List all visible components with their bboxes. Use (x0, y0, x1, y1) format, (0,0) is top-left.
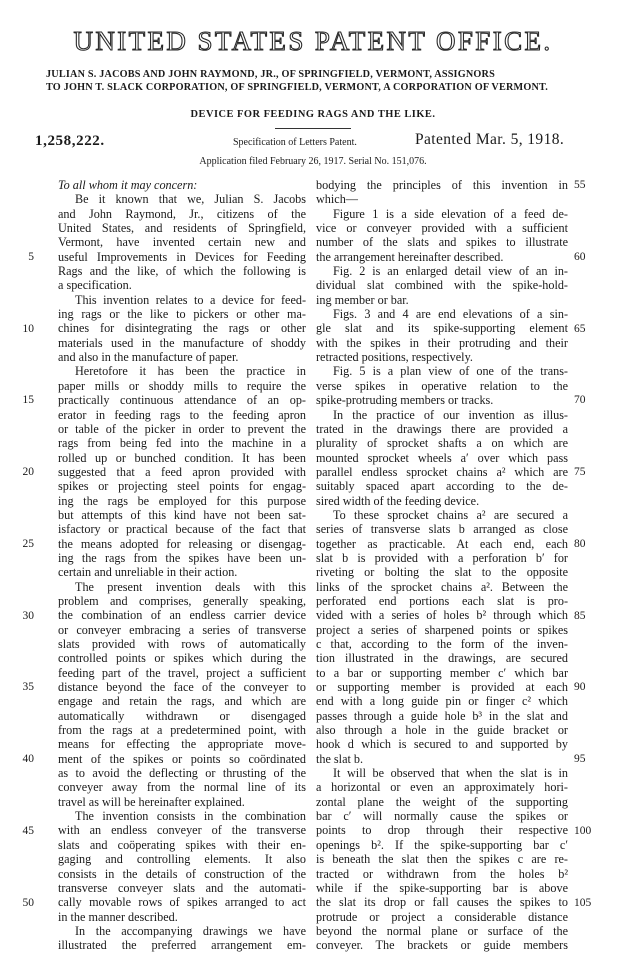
text-line: but attempts of this kind have not been sat- (58, 507, 306, 522)
text-line: project a series of sharpened points or spikes (316, 622, 568, 637)
text-line: or supporting member is provided at each (316, 680, 568, 695)
text-line: slats and coöperating spikes with their en- (58, 837, 306, 852)
text-line: in the manner described. (58, 909, 178, 924)
text-line: materials used in the manufacture of shoddy (58, 335, 306, 350)
text-line: together as practicable. At each end, each (316, 536, 568, 551)
text-line: slat b is provided with a perforation b′ for (316, 550, 568, 565)
line-number: 25 (22, 537, 34, 550)
text-line: from the rags at a predetermined point, with (58, 723, 306, 738)
text-line: protrude or project a considerable distance (316, 909, 568, 924)
line-number: 20 (22, 466, 34, 478)
text-line: c that, according to the form of the inven- (316, 637, 568, 651)
text-line: To these sprocket chains a² are secured a (333, 507, 568, 522)
text-line: Fig. 2 is an enlarged detail view of an in- (333, 264, 568, 279)
line-number: 50 (22, 896, 34, 909)
line-number: 75 (574, 466, 586, 478)
text-line: rolled up or bunched condition. It has been (58, 450, 306, 465)
left-text-column (58, 178, 306, 953)
text-line: Figs. 3 and 4 are end elevations of a sin- (333, 307, 568, 322)
assignors-line-1: JULIAN S. JACOBS AND JOHN RAYMOND, JR., OF SPRINGFIELD, VERMONT, ASSIGNORS (46, 69, 495, 80)
text-line: ing member or bar. (316, 292, 409, 307)
text-line: passes through a guide hole b³ in the slat and (316, 708, 568, 723)
text-line: Rags and the like, of which the following is (58, 264, 306, 279)
line-number: 10 (22, 322, 34, 335)
text-line: slats provided with rows of automatically (58, 637, 306, 651)
text-line: ing the rags from the spikes have been un- (58, 550, 306, 565)
text-line: Figure 1 is a side elevation of a feed de- (333, 206, 568, 221)
line-number: 95 (574, 753, 586, 765)
text-line: distance beyond the face of the conveyer to (58, 680, 306, 695)
text-line: trated in the drawings there are provided a (316, 421, 568, 436)
text-line: gle slat and its spike-supporting element (316, 321, 568, 336)
text-line: verse spikes in operative relation to the (316, 378, 568, 393)
line-number: 85 (574, 609, 586, 622)
line-number: 5 (28, 250, 34, 263)
line-number: 80 (574, 537, 586, 550)
text-line: feeding part of the travel, project a sufficient (58, 665, 306, 680)
text-line: conveyer. The brackets or guide members (316, 938, 568, 953)
text-line: links of the sprocket chains a². Between the (316, 579, 568, 594)
assignors-block (46, 68, 576, 95)
text-line: and John Raymond, Jr., citizens of the (58, 206, 306, 221)
text-line: series of transverse slats b arranged as close (316, 522, 568, 537)
text-line: spike-protruding members or tracks. (316, 393, 494, 408)
line-number: 45 (22, 824, 34, 837)
text-line: the slat b. (316, 751, 364, 766)
text-line: while if the spike-supporting bar is above (316, 880, 568, 895)
line-number: 55 (574, 179, 586, 191)
text-line: vided with a series of holes b² through which (316, 608, 568, 623)
text-line: tion illustrated in the drawings, are secured (316, 651, 568, 666)
text-line: engage and retain the rags, and which are (58, 694, 306, 709)
patented-date: Patented Mar. 5, 1918. (415, 131, 565, 148)
text-line: The present invention deals with this (75, 579, 306, 594)
title-rule (275, 128, 351, 129)
line-number: 60 (574, 250, 586, 263)
text-line: points to drop through their respective (316, 823, 568, 838)
text-line: illustrated the preferred arrangement em- (58, 938, 306, 953)
text-line: United States, and residents of Springfield, (58, 221, 306, 236)
right-text-column (316, 178, 568, 953)
text-line: which— (316, 192, 358, 207)
assignors-rest: TO JOHN T. SLACK CORPORATION, OF SPRINGFIELD, VERMONT, A CORPORATION OF VERMONT. (46, 82, 549, 94)
text-line: to a bar or supporting member c′ which bar (316, 665, 568, 680)
text-line: paper mills or shoddy mills to require the (58, 378, 306, 393)
line-number: 70 (574, 394, 586, 407)
text-line: retracted positions, respectively. (316, 350, 473, 365)
text-line: transverse conveyer slats and the automati- (58, 880, 306, 895)
text-line: To all whom it may concern: (58, 178, 198, 192)
text-line: zontal plane the weight of the supporting (316, 794, 568, 809)
text-line: ing the rags be employed for this purpose (58, 493, 306, 508)
line-number: 35 (22, 681, 34, 694)
text-line: bodying the principles of this invention in (316, 178, 568, 192)
text-line: beyond the normal plane or surface of the (316, 923, 568, 938)
text-line: isfactory or practical because of the fact that (58, 522, 306, 537)
text-line: the means adopted for releasing or disengag- (58, 536, 306, 551)
line-number: 90 (574, 681, 586, 694)
device-title: DEVICE FOR FEEDING RAGS AND THE LIKE. (190, 109, 436, 120)
text-line: Fig. 5 is a plan view of one of the trans- (333, 364, 568, 379)
text-line: riveting or bolting the slat to the opposite (316, 565, 568, 580)
text-line: rags from being fed into the machine in a (58, 436, 306, 451)
text-line: vice or conveyer provided with a sufficient (316, 221, 568, 236)
text-line: with the spikes in their protruding and their (316, 335, 568, 350)
text-line: practically continuous attendance of an op- (58, 393, 306, 408)
text-line: spikes or projecting steel points for engag- (58, 479, 306, 494)
text-line: dividual slat combined with the spike-hold- (316, 278, 568, 293)
text-line: conveyer away from the normal line of its (58, 780, 306, 795)
text-line: travel as will be hereinafter explained. (58, 794, 245, 809)
text-line: suitably spaced apart according to the de- (316, 479, 568, 494)
text-line: chines for disintegrating the rags or other (58, 321, 306, 336)
text-line: hook d which is secured to and supported by (316, 737, 568, 752)
text-line: or table of the picker in order to prevent the (58, 421, 306, 436)
text-line: tracted or withdrawn from the holes b² (316, 866, 568, 881)
line-number: 40 (22, 753, 34, 765)
text-line: cally movable rows of spikes arranged to act (58, 895, 306, 910)
text-line: the slat its drop or fall causes the spikes to (316, 895, 568, 910)
text-line: The invention consists in the combination (75, 809, 306, 824)
text-line: In the accompanying drawings we have (75, 923, 306, 938)
text-line: certain and unreliable in their action. (58, 565, 238, 580)
specification-label: Specification of Letters Patent. (233, 137, 357, 148)
text-line: number of the slats and spikes to illustrate (316, 235, 568, 250)
text-line: or conveyer embracing a series of transverse (58, 622, 306, 637)
line-number: 30 (22, 609, 34, 622)
text-line: plurality of sprocket shafts a on which are (316, 436, 568, 451)
text-line: sired width of the feeding device. (316, 493, 480, 508)
text-line: It will be observed that when the slat is in (333, 766, 568, 781)
text-line: ing rags or the like to pickers or other ma- (58, 307, 306, 322)
text-line: problem and comprises, generally speaking, (58, 593, 306, 608)
line-number: 100 (574, 824, 592, 837)
line-number: 105 (574, 896, 592, 909)
text-line: also through a hole in the guide bracket or (316, 723, 568, 738)
text-line: is beneath the slat then the spikes c are re- (316, 852, 568, 867)
patent-number: 1,258,222. (35, 133, 105, 149)
text-line: Be it known that we, Julian S. Jacobs (75, 192, 306, 207)
text-line: Heretofore it has been the practice in (75, 364, 306, 379)
text-line: mounted sprocket wheels a′ over which pass (316, 450, 568, 465)
text-line: the combination of an endless carrier device (58, 608, 306, 623)
line-number: 15 (22, 394, 34, 407)
text-line: openings b². If the spike-supporting bar c′ (316, 837, 568, 852)
office-heading: UNITED STATES PATENT OFFICE. (73, 26, 553, 56)
text-line: parallel endless sprocket chains a² which are (316, 464, 568, 479)
text-line: gaging and controlling elements. It also (58, 852, 306, 867)
text-line: bar c′ will normally cause the spikes or (316, 809, 568, 824)
text-line: controlled points or spikes which during the (58, 651, 306, 666)
text-line: means for effecting the appropriate move- (58, 737, 306, 752)
text-line: consists in the details of construction of the (58, 866, 306, 881)
text-line: end with a long guide pin or finger c² which (316, 694, 568, 709)
text-line: with an endless conveyer of the transverse (58, 823, 306, 838)
text-line: erator in feeding rags to the feeding apron (58, 407, 306, 422)
text-line: a specification. (58, 278, 132, 293)
text-line: In the practice of our invention as illus- (333, 407, 568, 422)
text-line: suggested that a feed apron provided with (58, 464, 306, 479)
text-line: and also in the manufacture of paper. (58, 350, 239, 365)
text-line: This invention relates to a device for feed- (75, 292, 306, 307)
text-line: useful Improvements in Devices for Feeding (58, 249, 306, 264)
text-line: perforated end portions each slat is pro- (316, 593, 568, 608)
application-filed: Application filed February 26, 1917. Serial No. 151,076. (199, 156, 427, 167)
text-line: a horizontal or even an approximately hori- (316, 780, 568, 795)
text-line: Vermont, have invented certain new and (58, 235, 306, 250)
text-line: automatically withdrawn or disengaged (58, 708, 306, 723)
text-line: the arrangement hereinafter described. (316, 249, 504, 264)
text-line: ment of the spikes or points so coördinated (58, 751, 306, 766)
text-line: as to avoid the deflecting or thrusting of the (58, 766, 306, 781)
line-number: 65 (574, 322, 586, 335)
